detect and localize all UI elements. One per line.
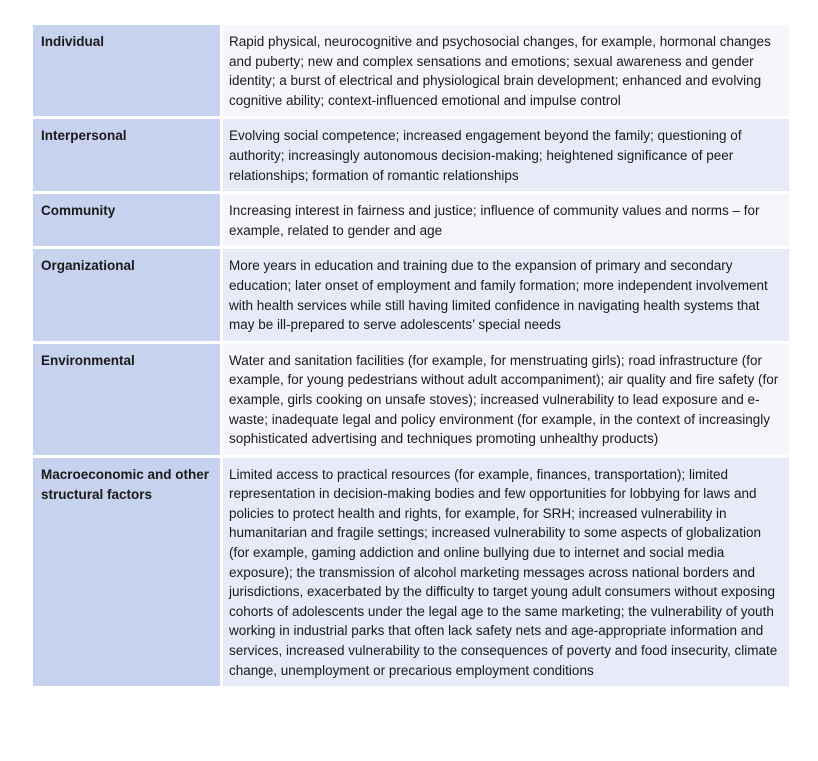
row-description: Limited access to practical resources (for example, finances, transportation); limited representation in decision-making bodies and few opportunities for lobbying for laws and policies to protect health and rights, for example, for SRH; increased vulnerability in humanitarian and fragile settings; increased vulnerability to some aspects of globalization (for example, gaming addiction and online bullying due to internet and social media exposure); the transmission of alcohol marketing messages across national borders and jurisdictions, exacerbated by the difficulty to target young adult consumers without exposing cohorts of adolescents under the legal age to the same marketing; the vulnerability of youth working in industrial parks that often lack safety nets and age-appropriate information and services, increased vulnerability to the consequences of poverty and food insecurity, climate change, unemployment or precarious employment conditions [223,458,789,687]
factors-table [33,25,789,689]
row-description: Evolving social competence; increased engagement beyond the family; questioning of authority; increasingly autonomous decision-making; heightened significance of peer relationships; formation of romantic relationships [223,119,789,191]
table-row-community [33,194,789,249]
table-row-individual [33,25,789,119]
table-row-interpersonal [33,119,789,194]
row-description: Water and sanitation facilities (for example, for menstruating girls); road infrastructure (for example, for young pedestrians without adult accompaniment); air quality and fire safety (for example, girls cooking on unsafe stoves); increased vulnerability to lead exposure and e-waste; inadequate legal and policy environment (for example, in the context of increasingly sophisticated advertising and techniques promoting unhealthy products) [223,344,789,455]
row-label: Interpersonal [33,119,223,191]
row-label: Individual [33,25,223,116]
row-description: More years in education and training due to the expansion of primary and secondary education; later onset of employment and family formation; more independent involvement with health services while still having limited confidence in navigating health systems that may be ill-prepared to serve adolescents’ special needs [223,249,789,340]
table-row-macroeconomic [33,458,789,690]
row-description: Increasing interest in fairness and justice; influence of community values and norms – for example, related to gender and age [223,194,789,246]
table-row-organizational [33,249,789,343]
row-label: Environmental [33,344,223,455]
row-description: Rapid physical, neurocognitive and psychosocial changes, for example, hormonal changes and puberty; new and complex sensations and emotions; sexual awareness and gender identity; a burst of electrical and physiological brain development; enhanced and evolving cognitive ability; context-influenced emotional and impulse control [223,25,789,116]
row-label: Macroeconomic and other structural factors [33,458,223,687]
row-label: Organizational [33,249,223,340]
table-row-environmental [33,344,789,458]
row-label: Community [33,194,223,246]
